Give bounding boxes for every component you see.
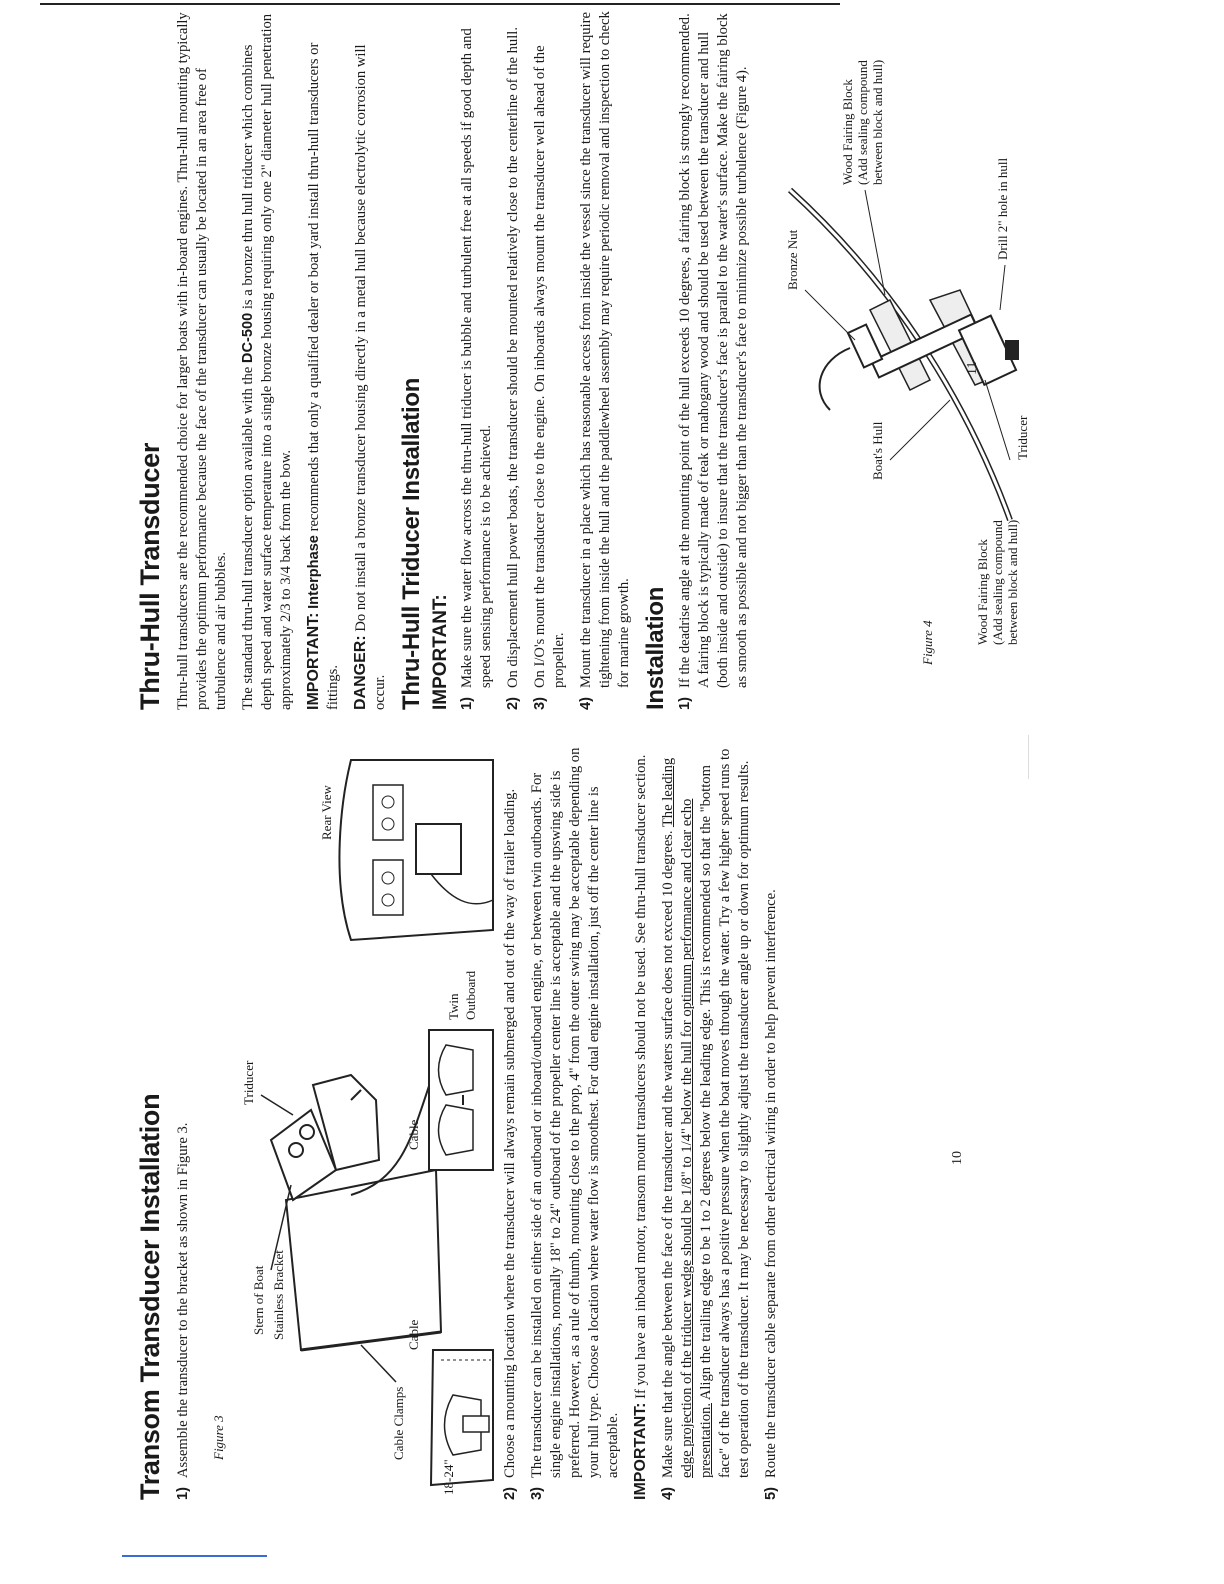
page-10 xyxy=(135,740,965,1500)
label-bronze-nut: Bronze Nut xyxy=(785,229,800,290)
page-number-11: 11 xyxy=(965,361,980,375)
thru-hull-para-1: Thru-hull transducers are the recommended choice for larger boats with in-board engines. Thru-hull mounting typically provides the optimum performance because the face of the transducer can usually be located in an area free of turbulence and air bubbles. xyxy=(175,12,229,710)
label-cable-clamps: Cable Clamps xyxy=(391,1386,406,1460)
label-wood-block-outer-3: between block and hull) xyxy=(1005,519,1020,645)
label-wood-block-inner-3: between block and hull) xyxy=(870,59,885,185)
transom-important: IMPORTANT: If you have an inboard motor, transom mount transducers should not be used. See thru-hull transducer section. xyxy=(632,754,649,1500)
label-dimension: 18-24" xyxy=(441,1459,456,1495)
figure-3 xyxy=(201,740,501,1500)
label-outboard: Outboard xyxy=(463,970,478,1020)
bracket-bolt-1 xyxy=(289,1143,303,1157)
figure-3-drawing xyxy=(201,740,501,1500)
label-wood-block-outer-1: Wood Fairing Block xyxy=(975,539,990,645)
label-cable-2: Cable xyxy=(406,1119,421,1150)
page-number-10: 10 xyxy=(950,1151,965,1165)
label-boats-hull: Boat's Hull xyxy=(870,421,885,480)
triducer-installation-title: Thru-Hull Triducer Installation xyxy=(398,377,425,710)
transom-step-2: 2) Choose a mounting location where the transducer will always remain submerged and out of the way of trailer loading. xyxy=(502,788,518,1500)
installation-step-1: 1) If the deadrise angle at the mounting point of the hull exceeds 10 degrees, a fairing block is strongly recommended. A fairing block is typically made of teak or mahogany wood and should be used between the transducer and hull (both inside and outside) to insure that the transducer's face is parallel to the water's surface. Make the fairing block as smooth as possible and not bigger than the transducer's face to minimize possible turbulence (Figure 4). xyxy=(677,13,750,710)
transom-step-3: 3) The transducer can be installed on either side of an outboard or inboard/outboard engine, or between twin outboards. For single engine installations, normally 18" to 24" outboard of the propeller center line is acceptable and the upswing side is preferred. However, as a rule of thumb, mounting close to the prop, 4" from the outer swing may be acceptable depending on your hull type. Choose a location where water flow is smoothest. For dual engine installation, just off the center line is acceptable. xyxy=(529,747,621,1500)
label-triducer: Triducer xyxy=(241,1060,256,1105)
bracket-bolt-2 xyxy=(300,1125,314,1139)
thru-hull-para-2: The standard thru-hull transducer option available with the DC-500 is a bronze thru hull triducer which combines depth speed and water surface temperature into a single bronze housing requiring only one 2" diameter hull penetration approximately 2/3 to 3/4 back from the bow. xyxy=(240,13,294,710)
label-wood-block-inner-2: (Add sealing compound xyxy=(855,60,870,185)
label-cable-1: Cable xyxy=(406,1319,421,1350)
label-wood-block-inner-1: Wood Fairing Block xyxy=(840,79,855,185)
thru-hull-important: IMPORTANT: Interphase recommends that only a qualified dealer or boat yard install thru-hull transducers or fittings. xyxy=(305,42,341,710)
label-wood-block-outer-2: (Add sealing compound xyxy=(990,520,1005,645)
cable xyxy=(820,348,850,410)
gutter-mark xyxy=(1028,735,1029,779)
transom-step-4: 4) Make sure that the angle between the face of the transducer and the waters surface does not exceed 10 degrees. The leading edge projection of the triducer wedge should be 1/8" to 1/4" below the hull for optimum performance and clear echo presentation. Align the trailing edge to be 1 to 2 degrees below the leading edge. This is recommended so that the "bottom face" of the transducer always has a positive pressure when the boat moves through the water. Try a few higher speed runs to test operation of the transducer. It may be necessary to slightly adjust the transducer angle up or down for optimum results. xyxy=(660,748,752,1500)
triducer-step-3: 3) On I/O's mount the transducer close to the engine. On inboards always mount the transducer well ahead of the propeller. xyxy=(532,45,567,710)
label-stern: Stern of Boat xyxy=(251,1265,266,1335)
label-twin: Twin xyxy=(446,993,461,1020)
transom-step-1: 1) Assemble the transducer to the bracket as shown in Figure 3. xyxy=(175,1122,191,1500)
label-triducer: Triducer xyxy=(1015,415,1030,460)
figure-4 xyxy=(760,10,1040,710)
scan-edge-mark xyxy=(122,1555,267,1557)
triducer-step-4: 4) Mount the transducer in a place which has reasonable access from inside the vessel since the transducer will require tightening from inside the hull and the paddlewheel assembly may require periodic removal and inspection to check for marine growth. xyxy=(578,11,632,710)
transom-step-5: 5) Route the transducer cable separate from other electrical wiring in order to help prevent interference. xyxy=(763,889,779,1500)
label-drill-hole: Drill 2" hole in hull xyxy=(995,157,1010,260)
label-bracket: Stainless Bracket xyxy=(271,1250,286,1340)
triducer-important-heading: IMPORTANT: xyxy=(430,594,451,710)
page-11 xyxy=(135,10,1030,710)
figure-3-caption: Figure 3 xyxy=(211,1415,226,1460)
triducer-step-2: 2) On displacement hull power boats, the transducer should be mounted relatively close to the centerline of the hull. xyxy=(505,27,521,710)
triducer-step-1: 1) Make sure the water flow across the thru-hull triducer is bubble and turbulent free at all speeds if good depth and speed sensing performance is to be achieved. xyxy=(459,28,494,710)
thru-hull-title: Thru-Hull Transducer xyxy=(135,442,165,710)
installation-title: Installation xyxy=(642,586,669,710)
label-rear-view: Rear View xyxy=(319,785,334,840)
thru-hull-danger: DANGER: Do not install a bronze transducer housing directly in a metal hull because electrolytic corrosion will occur. xyxy=(352,44,388,710)
top-edge xyxy=(0,0,1224,8)
figure-4-caption: Figure 4 xyxy=(920,620,935,665)
transom-title: Transom Transducer Installation xyxy=(135,1093,165,1500)
bronze-nut xyxy=(848,325,882,368)
triducer-tip xyxy=(1005,340,1019,360)
